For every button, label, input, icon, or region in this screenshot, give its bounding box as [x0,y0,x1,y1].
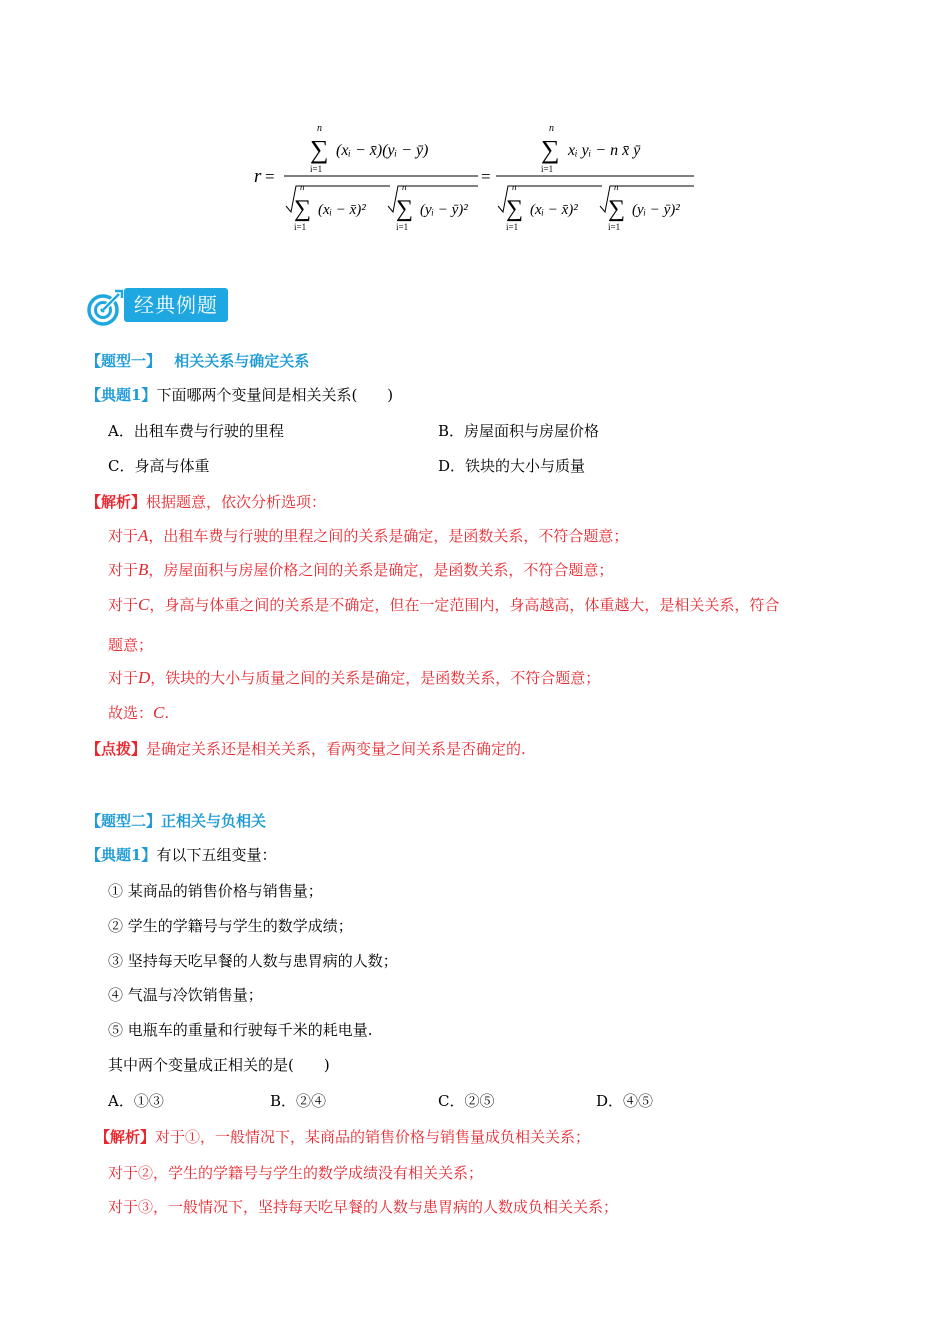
q2-type-heading [86,811,266,831]
q2-item: ④ 气温与冷饮销售量； [108,986,263,1004]
den-sum-bottom-2: i=1 [396,222,409,232]
q1-analysis-label: 【解析】 [86,493,147,511]
q2-option-b: B．②④ [270,1092,327,1110]
line-body: ，身高与体重之间的关系是不确定，但在一定范围内，身高越高，体重越大，是相关关系，符合 [149,596,780,614]
q2-item: ⑤ 电瓶车的重量和行驶每千米的耗电量. [108,1021,373,1039]
q2-type-title: 正相关与负相关 [161,812,267,830]
den-sum-top-2: n [402,182,407,192]
q2-option-a: A．①③ [108,1092,164,1110]
sum-bottom: i=1 [310,164,323,174]
q2-analysis-label: 【解析】 [95,1128,156,1146]
q1-analysis-line-a [108,526,628,546]
line-body: ，铁块的大小与质量之间的关系是确定，是函数关系，不符合题意； [150,669,601,687]
line-body: 题意； [108,636,154,654]
line-body: . [164,704,170,722]
q2-example-label: 【典题1】 [86,846,157,864]
q1-answer-line [108,703,169,723]
den-y-term-1: (yᵢ − ȳ)² [420,202,468,218]
q2-ask: 其中两个变量成正相关的是( ) [108,1056,330,1074]
q2-question-text: 有以下五组变量： [156,846,277,864]
den-x-term-1: (xᵢ − x̄)² [318,202,366,218]
formula-eq-1: = [265,167,275,186]
q1-type-heading [86,351,309,371]
den-sum-sign-1: ∑ [294,196,312,222]
den-sum-sign-2: ∑ [396,196,414,222]
option-variable: D [138,668,151,687]
numerator-1: (xᵢ − x̄)(yᵢ − ȳ) [336,142,429,159]
numerator-2: xᵢ yᵢ − n x̄ ȳ [568,142,641,159]
q2-analysis-line: 对于②，学生的学籍号与学生的数学成绩没有相关关系； [108,1164,484,1182]
q1-analysis-line-b [108,560,613,580]
q2-item: ① 某商品的销售价格与销售量； [108,882,323,900]
den-sum-sign-4: ∑ [608,196,626,222]
den-sum-bottom-3: i=1 [506,222,519,232]
den-x-term-2: (xᵢ − x̄)² [530,202,578,218]
den-sum-top-3: n [512,182,517,192]
option-variable: B [138,560,149,579]
section-title: 经典例题 [124,288,228,322]
answer-variable: C [153,703,165,722]
q1-option-d: D．铁块的大小与质量 [438,457,586,475]
q1-tip-text: 是确定关系还是相关关系，看两变量之间关系是否确定的. [146,740,526,758]
q1-tip [86,739,526,759]
q1-option-b: B．房屋面积与房屋价格 [438,422,600,440]
line-body: ，出租车费与行驶的里程之间的关系是确定，是函数关系，不符合题意； [148,527,629,545]
line-prefix: 故选： [108,704,154,722]
formula-eq-2: = [481,167,491,186]
q1-analysis-line-c [108,595,779,615]
q1-tip-label: 【点拨】 [86,740,147,758]
line-prefix: 对于 [108,669,139,687]
q1-question [86,385,393,405]
den-sum-bottom-4: i=1 [608,222,621,232]
q2-analysis-first [95,1127,590,1147]
q2-item: ③ 坚持每天吃早餐的人数与患胃病的人数； [108,952,398,970]
den-y-term-2: (yᵢ − ȳ)² [632,202,680,218]
q2-question [86,845,276,865]
q1-question-text: 下面哪两个变量间是相关关系( ) [156,386,394,404]
q2-analysis-line: 对于①，一般情况下，某商品的销售价格与销售量成负相关关系； [155,1128,591,1146]
sum-sign: ∑ [310,135,329,164]
sum-top: n [317,123,322,134]
line-prefix: 对于 [108,596,139,614]
correlation-formula [250,118,710,240]
sum-sign-2: ∑ [541,135,560,164]
q1-option-a: A．出租车费与行驶的里程 [108,422,284,440]
q2-item: ② 学生的学籍号与学生的数学成绩； [108,917,353,935]
q2-option-d: D．④⑤ [596,1092,654,1110]
formula-lhs: r [254,166,262,187]
q2-type-label: 【题型二】 [86,812,162,830]
target-arrow-icon [86,288,126,328]
q1-type-title: 相关关系与确定关系 [174,352,310,370]
den-sum-top-1: n [300,182,305,192]
line-body: ，房屋面积与房屋价格之间的关系是确定，是函数关系，不符合题意； [148,561,614,579]
q1-analysis-line-c-cont [108,635,153,655]
sum-top-2: n [549,123,554,134]
q1-type-label: 【题型一】 [86,352,162,370]
line-prefix: 对于 [108,561,139,579]
option-variable: A [138,526,149,545]
formula-svg [250,118,710,240]
option-variable: C [138,595,150,614]
q1-analysis-intro [86,492,326,512]
den-sum-sign-3: ∑ [506,196,524,222]
q2-analysis-line: 对于③，一般情况下，坚持每天吃早餐的人数与患胃病的人数成负相关关系； [108,1198,619,1216]
den-sum-bottom-1: i=1 [294,222,307,232]
q2-option-c: C．②⑤ [438,1092,495,1110]
den-sum-top-4: n [614,182,619,192]
q1-example-label: 【典题1】 [86,386,157,404]
q1-analysis-line-d [108,668,600,688]
q1-analysis-intro-text: 根据题意，依次分析选项： [146,493,327,511]
line-prefix: 对于 [108,527,139,545]
sum-bottom-2: i=1 [541,164,554,174]
q1-option-c: C．身高与体重 [108,457,210,475]
